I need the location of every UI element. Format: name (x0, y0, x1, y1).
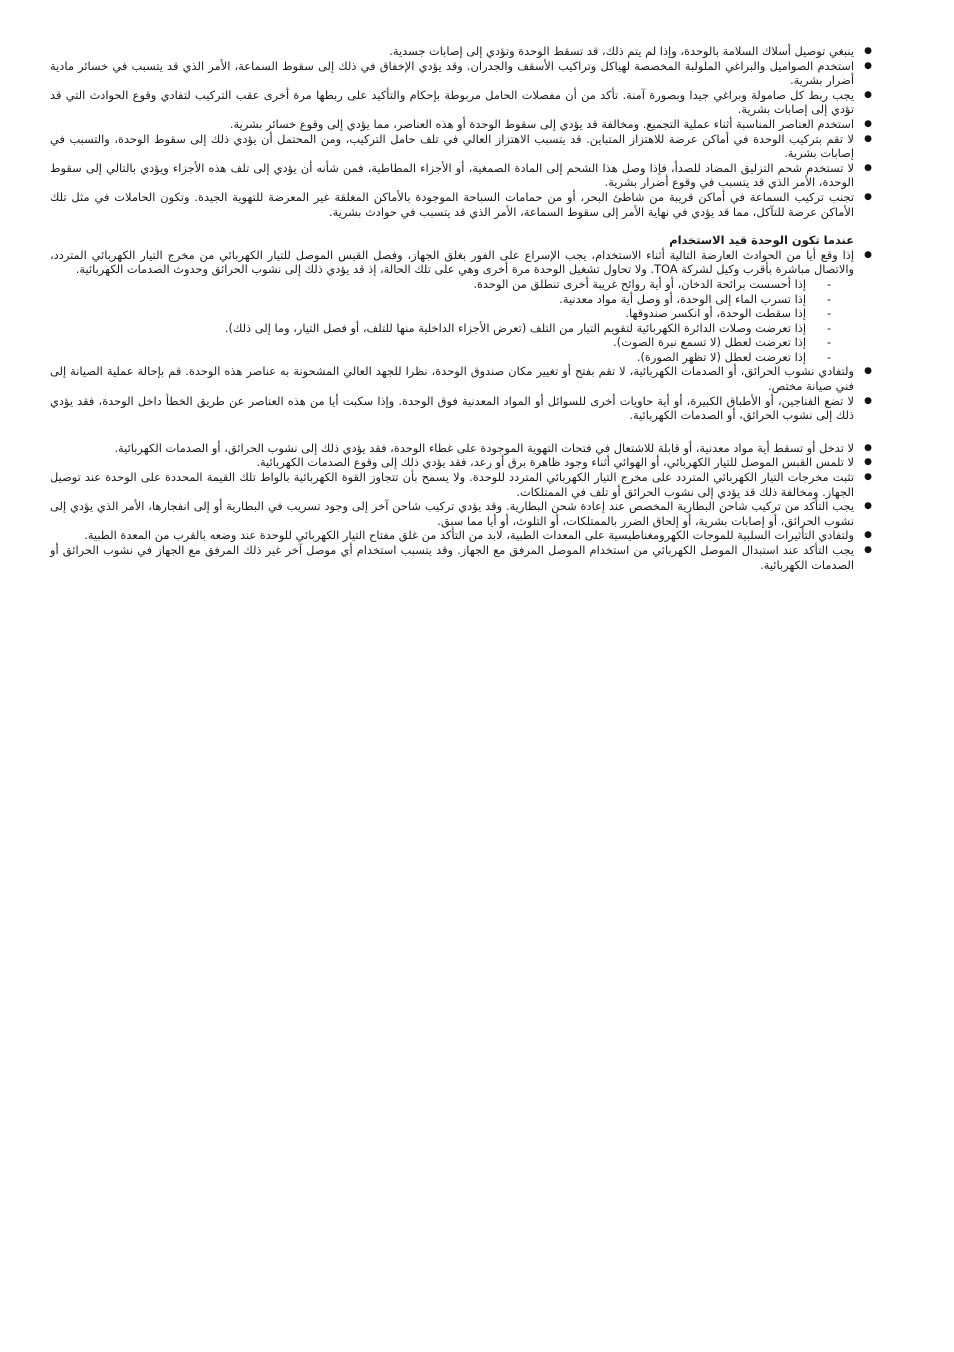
list-item: ● ينبغي توصيل أسلاك السلامة بالوحدة، وإذا لم يتم ذلك، قد تسقط الوحدة وتؤدي إلى إصابات جسدية. (50, 44, 854, 59)
sub-list-item: - إذا تعرضت لعطل (لا تسمع نبرة الصوت). (50, 335, 854, 350)
bullet-icon: ● (864, 60, 872, 71)
electrical-warnings-list (50, 440, 872, 572)
list-item: ● استخدم العناصر المناسبة أثناء عملية التجميع. ومخالفة قد يؤدي إلى سقوط الوحدة أو هذه العناصر، مما يؤدي إلى وقوع خسائر بشرية. (50, 117, 854, 132)
list-item: ● يجب التأكد من تركيب شاحن البطارية المخصص عند إعادة شحن البطارية. وقد يؤدي تركيب شاحن آخر إلى وجود تسريب في البطارية أو إلى انفجارها، الأمر الذي يؤدي إلى نشوب الحرائق، أو إصابات بشرية، أو إلحاق الضرر بالممتلكات، أو التلوث، أو أيا مما سبق. (50, 499, 854, 528)
usage-intro: إذا وقع أيا من الحوادث العارضة التالية أثناء الاستخدام، يجب الإسراع على الفور بغلق الجهاز، وفصل القبس الموصل للتيار الكهربائي من مخرج التيار الكهربائي المتردد، والاتصال مباشرة بأقرب وكيل لشركة TOA. ولا تحاول تشغيل الوحدة مرة أخرى وهي على تلك الحالة، إذ قد يؤدي ذلك إلى نشوب الحرائق وحدوث الصدمات الكهربائية. (50, 247, 854, 277)
bullet-icon: ● (864, 457, 872, 468)
list-item (50, 247, 872, 365)
list-item: ● لا تقم بتركيب الوحدة في أماكن عرضة للاهتزاز المتباين. قد يتسبب الاهتزاز العالي في تلف حامل التركيب، ومن المحتمل أن يؤدي ذلك إلى سقوط الوحدة، والتسبب في إصابات بشرية. (50, 132, 854, 161)
dash-icon: - (826, 335, 832, 350)
list-item: ● يجب التأكد عند استبدال الموصل الكهربائي من استخدام الموصل المرفق مع الجهاز. وقد يتسبب استخدام أي موصل آخر غير ذلك المرفق مع الجهاز في نشوب الحرائق أو الصدمات الكهربائية. (50, 543, 854, 572)
dash-icon: - (826, 349, 832, 364)
list-item: ● تثبت مخرجات التيار الكهربائي المتردد على مخرج التيار الكهربائي المتردد للوحدة. ولا يسمح بأن تتجاوز القوة الكهربائية بالواط تلك القيمة المحددة على الوحدة عند توصيل الجهاز. ومخالفة ذلك قد يؤدي إلى نشوب الحرائق أو تلف في الممتلكات. (50, 470, 854, 499)
installation-warnings-list (50, 44, 872, 219)
bullet-icon: ● (864, 118, 872, 129)
dash-icon: - (826, 291, 832, 306)
bullet-icon: ● (864, 442, 872, 453)
bullet-icon: ● (864, 395, 872, 406)
list-item: ● لا تستخدم شحم التزليق المضاد للصدأ، فإذا وصل هذا الشحم إلى المادة الصمغية، أو الأجزاء المطاطية، فمن شأنه أن يؤدي إلى تلف هذه الأجزاء ويؤدي بالتالي إلى سقوط الوحدة، الأمر الذي قد يتسبب في وقوع أضرار بشرية. (50, 161, 854, 190)
section-heading: عندما تكون الوحدة قيد الاستخدام (669, 233, 854, 248)
list-item: ● لا تضع الفناجين، أو الأطباق الكبيرة، أو أية حاويات أخرى للسوائل أو المواد المعدنية فوق الوحدة. وإذا سكبت أيا من هذه العناصر عن طريق الخطأ داخل الوحدة، فقد يؤدي ذلك إلى نشوب الحرائق، أو الصدمات الكهربائية. (50, 394, 854, 423)
list-item: ● استخدم الصواميل والبراغي الملولبة المخصصة لهياكل وتراكيب الأسقف والجدران. وقد يؤدي الإخفاق في ذلك إلى سقوط السماعة، الأمر الذي قد يتسبب في خسائر مادية أضرار بشرية. (50, 59, 854, 88)
safety-section-installation (50, 44, 872, 219)
bullet-icon: ● (864, 89, 872, 100)
spacer (50, 423, 880, 441)
sub-list-item: - إذا تسرب الماء إلى الوحدة، أو وصل أية مواد معدنية. (50, 292, 854, 307)
bullet-icon: ● (864, 501, 872, 512)
usage-warnings-list (50, 247, 872, 423)
bullet-icon: ● (864, 545, 872, 555)
sub-list-item: - إذا تعرضت وصلات الدائرة الكهربائية لتقويم التيار من التلف (تعرض الأجزاء الداخلية منها للتلف، أو فصل التيار، وما إلى ذلك). (50, 321, 854, 336)
document-page (50, 44, 880, 572)
dash-icon: - (826, 276, 832, 291)
list-item: ● ولتفادي التأثيرات السلبية للموجات الكهرومغناطيسية على المعدات الطبية، لابد من التأكد من غلق مفتاح التيار الكهربائي للوحدة عند وضعه بالقرب من المعدة الطبية. (50, 528, 854, 543)
bullet-icon: ● (864, 162, 872, 173)
bullet-icon: ● (864, 133, 872, 144)
list-item: ● تجنب تركيب السماعة في أماكن قريبة من شاطئ البحر، أو من حمامات السباحة الموجودة بالأماكن المغلقة غير المعرضة للتهوية الجيدة. وتكون الحاملات في مثل تلك الأماكن عرضة للتآكل، مما قد يؤدي في نهاية الأمر إلى سقوط السماعة، الأمر الذي قد يتسبب في حوادث بشرية. (50, 190, 854, 219)
dash-icon: - (826, 306, 832, 321)
bullet-icon: ● (864, 472, 872, 483)
sub-list-item: - إذا تعرضت لعطل (لا تظهر الصورة). (50, 350, 854, 365)
incident-sublist (50, 277, 854, 365)
sub-list-item: - إذا سقطت الوحدة، أو انكسر صندوقها. (50, 306, 854, 321)
sub-list-item: - إذا أحسست برائحة الدخان، أو أية روائح غريبة أخرى تنطلق من الوحدة. (50, 277, 854, 292)
section-heading-wrap (50, 233, 854, 248)
list-item: ● يجب ربط كل صامولة وبراغي جيدا وبصورة آمنة. تأكد من أن مفصلات الحامل مربوطة بإحكام والتأكيد على ربطها مرة أخرى عقب التركيب لتفادي وقوع الحوادث التي قد تؤدي إلى إصابات بشرية. (50, 88, 854, 117)
bullet-icon: ● (864, 530, 872, 541)
list-item: ● لا تدخل أو تسقط أية مواد معدنية، أو قابلة للاشتعال في فتحات التهوية الموجودة على غطاء الوحدة، فقد يؤدي ذلك إلى نشوب الحرائق، أو الصدمات الكهربائية. (50, 441, 854, 456)
list-item: ● لا تلمس القبس الموصل للتيار الكهربائي، أو الهوائي أثناء وجود ظاهرة برق أو رعد، فقد يؤدي ذلك إلى وقوع الصدمات الكهربائية. (50, 455, 854, 470)
bullet-icon: ● (864, 191, 872, 202)
bullet-icon: ● (864, 366, 872, 377)
bullet-icon: ● (864, 46, 872, 56)
safety-section-electrical (50, 440, 872, 572)
bullet-icon: ● (864, 249, 872, 260)
list-item: ● ولتفادي نشوب الحرائق، أو الصدمات الكهربائية، لا تقم بفتح أو تغيير مكان صندوق الوحدة، نظرا للجهد العالي المشحونة به عناصر هذه الوحدة. قم بإحالة عملية الصيانة إلى فني صيانة مختص. (50, 364, 854, 393)
dash-icon: - (826, 320, 832, 335)
safety-section-usage (50, 247, 872, 423)
